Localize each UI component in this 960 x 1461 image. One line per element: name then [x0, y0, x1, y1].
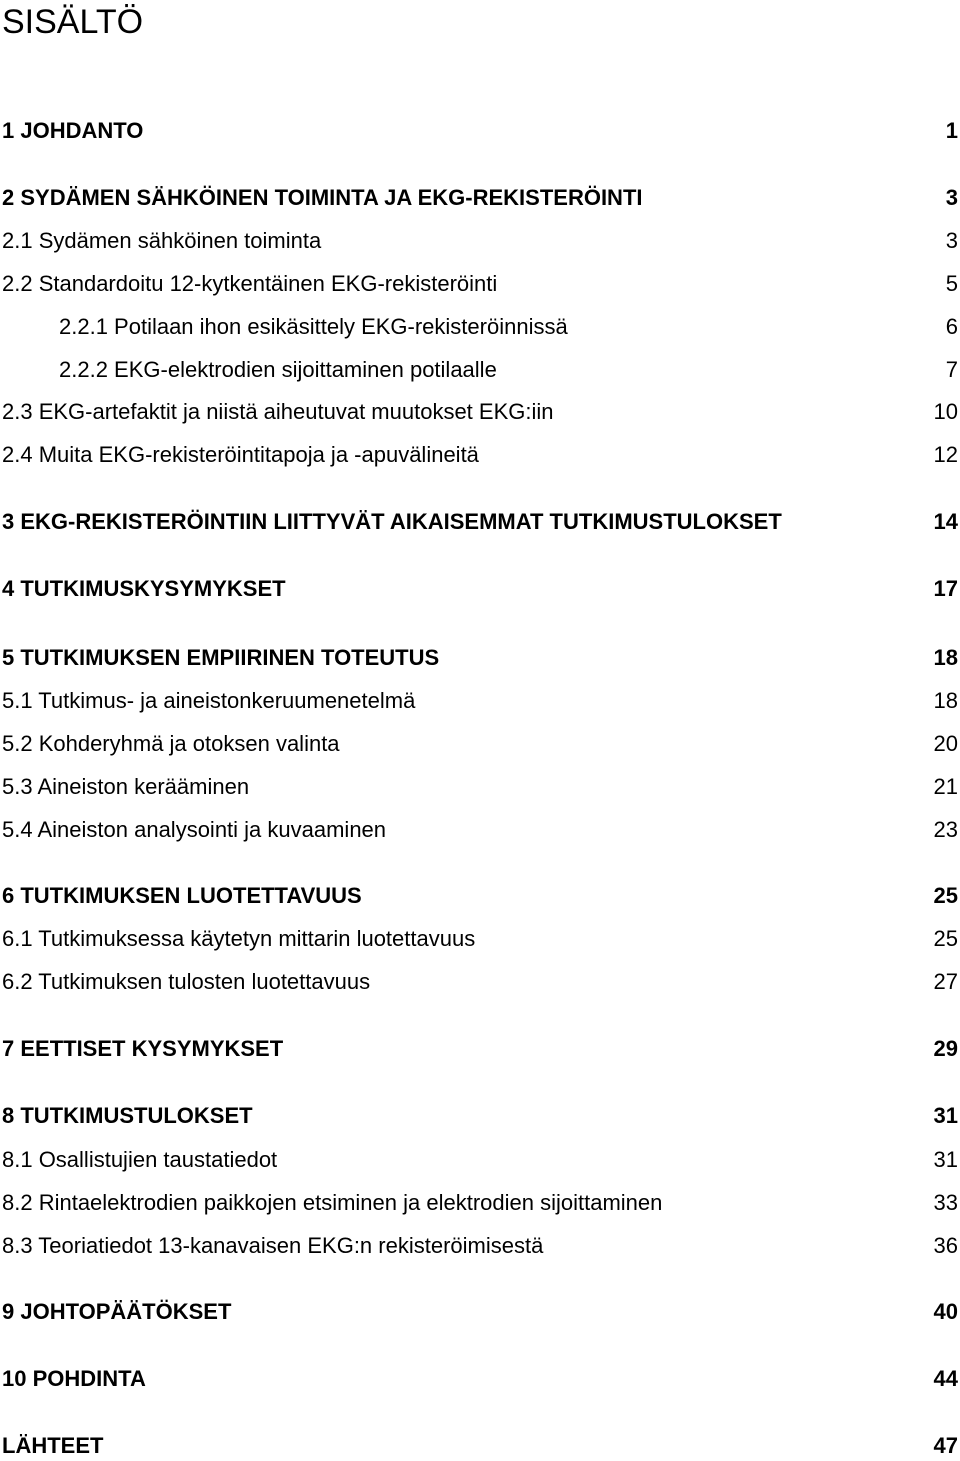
toc-entry-label: 2.2.1 Potilaan ihon esikäsittely EKG-rekisteröinnissä — [59, 314, 568, 339]
toc-entry-label: LÄHTEET — [2, 1433, 104, 1458]
toc-entry-page: 36 — [933, 1233, 958, 1258]
toc-entry-label: 2.4 Muita EKG-rekisteröintitapoja ja -apuvälineitä — [2, 442, 479, 467]
toc-entry-johtopaatokset — [0, 1297, 958, 1327]
toc-entry-page: 47 — [933, 1433, 958, 1458]
toc-entry-label: 2 SYDÄMEN SÄHKÖINEN TOIMINTA JA EKG-REKISTERÖINTI — [2, 185, 643, 210]
toc-entry-tutkimustulokset — [0, 1101, 958, 1131]
toc-entry-page: 18 — [933, 688, 958, 713]
toc-entry-empiirinen-toteutus — [0, 643, 958, 673]
toc-entry-page: 14 — [933, 509, 958, 534]
toc-entry-page: 21 — [933, 774, 958, 799]
toc-entry-page: 31 — [933, 1103, 958, 1128]
toc-entry-tutkimuskysymykset — [0, 574, 958, 604]
toc-entry-page: 33 — [933, 1190, 958, 1215]
toc-entry-label: 6.1 Tutkimuksessa käytetyn mittarin luotettavuus — [2, 926, 476, 951]
toc-entry-label: 2.1 Sydämen sähköinen toiminta — [2, 228, 322, 253]
toc-entry-label: 10 POHDINTA — [2, 1366, 146, 1391]
toc-entry-page: 44 — [933, 1366, 958, 1391]
toc-entry-5-4 — [0, 815, 958, 845]
toc-entry-8-2 — [0, 1188, 958, 1218]
toc-entry-6-1 — [0, 924, 958, 954]
toc-entry-page: 12 — [933, 442, 958, 467]
toc-entry-page: 1 — [945, 118, 958, 143]
toc-entry-label: 7 EETTISET KYSYMYKSET — [2, 1036, 284, 1061]
toc-entry-page: 10 — [933, 399, 958, 424]
toc-entry-2-2-1 — [0, 312, 958, 342]
toc-entry-2-2-2 — [0, 355, 958, 385]
toc-entry-label: 9 JOHTOPÄÄTÖKSET — [2, 1299, 232, 1324]
toc-entry-page: 27 — [933, 969, 958, 994]
toc-entry-page: 20 — [933, 731, 958, 756]
toc-entry-johdanto — [0, 116, 958, 146]
toc-entry-eettiset-kysymykset — [0, 1034, 958, 1064]
toc-entry-label: 5.1 Tutkimus- ja aineistonkeruumenetelmä — [2, 688, 416, 713]
toc-entry-label: 2.2.2 EKG-elektrodien sijoittaminen potilaalle — [59, 357, 497, 382]
toc-entry-8-3 — [0, 1231, 958, 1261]
toc-entry-page: 25 — [933, 926, 958, 951]
toc-entry-2-2 — [0, 269, 958, 299]
toc-entry-page: 23 — [933, 817, 958, 842]
toc-entry-label: 5.2 Kohderyhmä ja otoksen valinta — [2, 731, 340, 756]
toc-entry-label: 8 TUTKIMUSTULOKSET — [2, 1103, 253, 1128]
toc-entry-label: 8.2 Rintaelektrodien paikkojen etsiminen ja elektrodien sijoittaminen — [2, 1190, 663, 1215]
toc-entry-label: 8.1 Osallistujien taustatiedot — [2, 1147, 278, 1172]
toc-entry-label: 8.3 Teoriatiedot 13-kanavaisen EKG:n rekisteröimisestä — [2, 1233, 544, 1258]
toc-entry-page: 6 — [945, 314, 958, 339]
toc-entry-label: 1 JOHDANTO — [2, 118, 144, 143]
toc-entry-2-1 — [0, 226, 958, 256]
toc-entry-page: 3 — [945, 228, 958, 253]
toc-entry-page: 3 — [945, 185, 958, 210]
toc-entry-label: 3 EKG-REKISTERÖINTIIN LIITTYVÄT AIKAISEMMAT TUTKIMUSTULOKSET — [2, 509, 782, 534]
toc-entry-label: 4 TUTKIMUSKYSYMYKSET — [2, 576, 286, 601]
toc-entry-label: 6 TUTKIMUKSEN LUOTETTAVUUS — [2, 883, 362, 908]
toc-entry-page: 40 — [933, 1299, 958, 1324]
toc-entry-label: 5.3 Aineiston kerääminen — [2, 774, 250, 799]
toc-entry-page: 25 — [933, 883, 958, 908]
toc-entry-pohdinta — [0, 1364, 958, 1394]
toc-entry-page: 17 — [933, 576, 958, 601]
toc-entry-5-1 — [0, 686, 958, 716]
toc-entry-page: 5 — [945, 271, 958, 296]
toc-entry-aikaisemmat-tutkimustulokset — [0, 507, 958, 537]
toc-entry-label: 6.2 Tutkimuksen tulosten luotettavuus — [2, 969, 371, 994]
toc-entry-5-3 — [0, 772, 958, 802]
toc-entry-page: 7 — [945, 357, 958, 382]
toc-entry-8-1 — [0, 1145, 958, 1175]
toc-entry-2-3 — [0, 397, 958, 427]
toc-entry-label: 5.4 Aineiston analysointi ja kuvaaminen — [2, 817, 387, 842]
toc-entry-label: 5 TUTKIMUKSEN EMPIIRINEN TOTEUTUS — [2, 645, 440, 670]
toc-entry-label: 2.2 Standardoitu 12-kytkentäinen EKG-rekisteröinti — [2, 271, 498, 296]
toc-entry-luotettavuus — [0, 881, 958, 911]
page-title: SISÄLTÖ — [2, 3, 144, 41]
toc-entry-page: 29 — [933, 1036, 958, 1061]
toc-entry-2-4 — [0, 440, 958, 470]
toc-entry-label: 2.3 EKG-artefaktit ja niistä aiheutuvat muutokset EKG:iin — [2, 399, 554, 424]
toc-entry-page: 31 — [933, 1147, 958, 1172]
toc-entry-sydamen-sahkoinen-toiminta — [0, 183, 958, 213]
toc-entry-6-2 — [0, 967, 958, 997]
toc-entry-5-2 — [0, 729, 958, 759]
toc-entry-page: 18 — [933, 645, 958, 670]
